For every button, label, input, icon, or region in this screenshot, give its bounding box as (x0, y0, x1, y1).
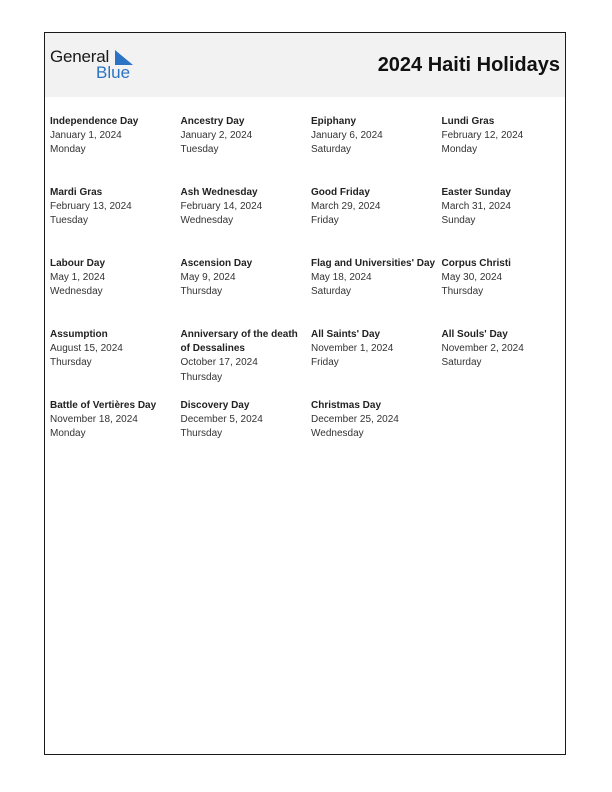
holiday-entry (311, 115, 442, 186)
holiday-name: Assumption (50, 329, 108, 340)
holiday-weekday: Monday (50, 144, 86, 156)
holiday-entry (311, 399, 442, 470)
holiday-entry (181, 399, 312, 470)
holiday-entry (50, 328, 181, 399)
page-frame (44, 32, 566, 755)
holiday-entry (181, 257, 312, 328)
holiday-entry (50, 186, 181, 257)
header-band (45, 33, 565, 97)
holiday-date: February 13, 2024 (50, 201, 132, 213)
holiday-weekday: Wednesday (311, 428, 364, 440)
holiday-date: November 18, 2024 (50, 414, 138, 426)
holiday-weekday: Thursday (180, 286, 223, 298)
holiday-date: August 15, 2024 (50, 343, 123, 355)
holiday-entry (181, 328, 312, 399)
holiday-date: January 2, 2024 (180, 130, 253, 142)
holiday-date: May 9, 2024 (180, 272, 236, 284)
holiday-entry (311, 257, 442, 328)
holiday-name: Discovery Day (180, 400, 250, 411)
holiday-name: Ascension Day (180, 258, 253, 269)
holiday-weekday: Thursday (180, 428, 223, 440)
holiday-name: Flag and Universities' Day (311, 258, 436, 269)
holiday-date: December 5, 2024 (180, 414, 263, 426)
holiday-date: November 1, 2024 (311, 343, 394, 355)
holiday-name: All Souls' Day (441, 329, 508, 340)
holiday-weekday: Tuesday (180, 144, 219, 156)
logo-word-blue: Blue (96, 63, 131, 82)
page-title: 2024 Haiti Holidays (377, 54, 560, 76)
holiday-date: February 12, 2024 (441, 130, 524, 142)
holiday-entry (442, 257, 570, 328)
holiday-name: Independence Day (50, 116, 139, 127)
holiday-weekday: Saturday (311, 286, 352, 298)
holiday-weekday: Thursday (180, 371, 223, 383)
holiday-name: Corpus Christi (441, 258, 511, 269)
holiday-grid (50, 115, 570, 470)
holiday-name: All Saints' Day (311, 329, 381, 340)
holiday-date: May 30, 2024 (441, 272, 503, 284)
generalblue-logo (50, 47, 140, 87)
holiday-date: March 31, 2024 (441, 201, 511, 213)
holiday-entry (311, 328, 442, 399)
holiday-name: Epiphany (311, 116, 357, 127)
holiday-weekday: Saturday (441, 357, 482, 369)
holiday-entry (50, 115, 181, 186)
holiday-weekday: Saturday (311, 144, 352, 156)
holiday-name: Ancestry Day (180, 116, 245, 127)
holiday-entry (181, 186, 312, 257)
holiday-weekday: Monday (50, 428, 86, 440)
holiday-name: Easter Sunday (441, 187, 511, 198)
holiday-name: Ash Wednesday (180, 187, 258, 198)
holiday-date: January 1, 2024 (50, 130, 122, 142)
logo-word-general: General (50, 47, 110, 66)
holiday-date: January 6, 2024 (311, 130, 383, 142)
holiday-date: November 2, 2024 (441, 343, 524, 355)
holiday-weekday: Thursday (441, 286, 484, 298)
holiday-date: May 18, 2024 (311, 272, 372, 284)
holiday-date: October 17, 2024 (180, 357, 258, 369)
holiday-weekday: Friday (311, 215, 339, 227)
holiday-name: Good Friday (311, 187, 370, 198)
holiday-name: Mardi Gras (50, 187, 103, 198)
holiday-weekday: Sunday (441, 215, 476, 227)
holiday-weekday: Friday (311, 357, 339, 369)
holiday-date: March 29, 2024 (311, 201, 381, 213)
holiday-date: February 14, 2024 (180, 201, 263, 213)
holiday-name: Christmas Day (311, 400, 382, 411)
holiday-name: Anniversary of the death of Dessalines (180, 329, 298, 355)
holiday-name: Labour Day (50, 258, 106, 269)
holiday-name: Lundi Gras (441, 116, 495, 127)
holiday-weekday: Wednesday (180, 215, 234, 227)
holiday-entry (50, 257, 181, 328)
holiday-name: Battle of Vertières Day (50, 400, 157, 411)
holiday-entry (442, 115, 570, 186)
holiday-entry (442, 328, 570, 399)
holiday-entry (181, 115, 312, 186)
holiday-date: May 1, 2024 (50, 272, 106, 284)
holiday-entry (442, 186, 570, 257)
holiday-entry (311, 186, 442, 257)
holiday-weekday: Wednesday (50, 286, 103, 298)
holiday-date: December 25, 2024 (311, 414, 399, 426)
holiday-weekday: Monday (441, 144, 478, 156)
holiday-entry (50, 399, 181, 470)
holiday-weekday: Thursday (50, 357, 92, 369)
holiday-weekday: Tuesday (50, 215, 88, 227)
